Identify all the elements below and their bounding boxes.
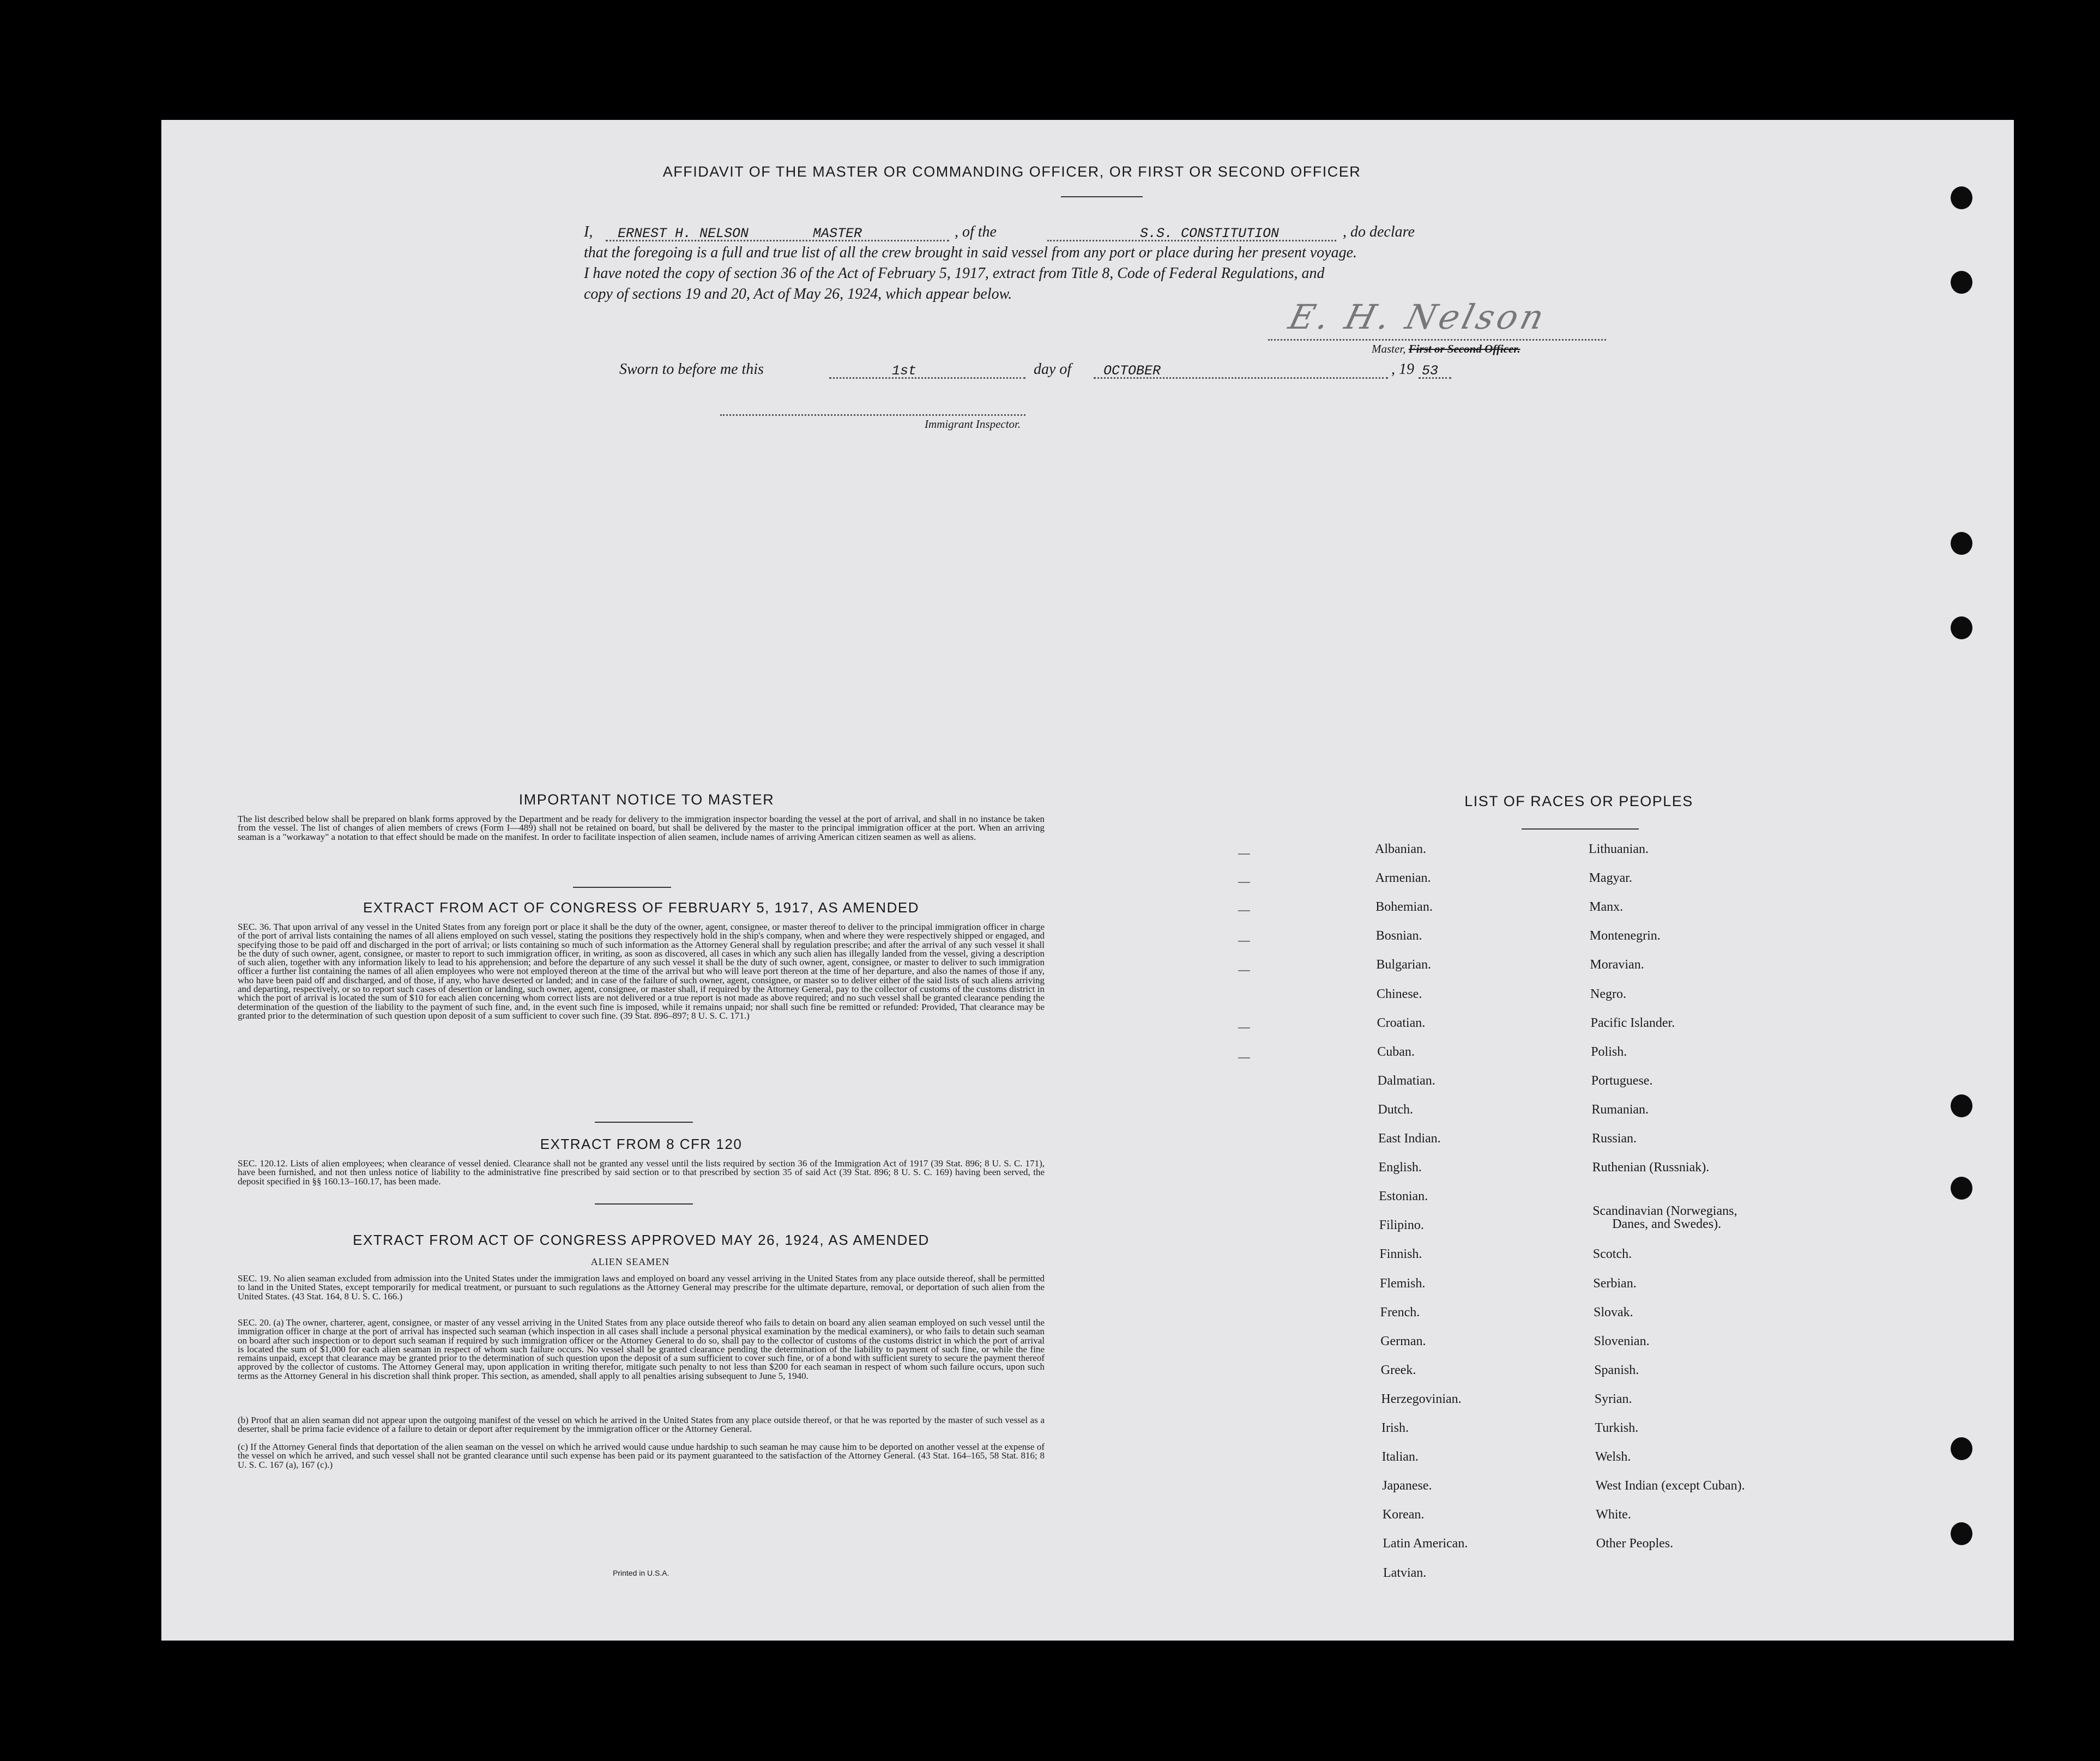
- master-name: ERNEST H. NELSON: [618, 226, 749, 241]
- cfr-title: EXTRACT FROM 8 CFR 120: [540, 1136, 743, 1152]
- race-item: Scotch.: [1592, 1247, 1632, 1262]
- declaration-line-1: [584, 223, 1783, 245]
- day-of-text: day of: [1034, 361, 1072, 378]
- race-item: German.: [1380, 1334, 1426, 1348]
- sworn-month: OCTOBER: [1103, 363, 1161, 379]
- sworn-year: 53: [1422, 363, 1439, 379]
- race-item: Portuguese.: [1591, 1073, 1653, 1088]
- race-item: West Indian (except Cuban).: [1595, 1479, 1745, 1493]
- race-item: Estonian.: [1379, 1189, 1428, 1204]
- declaration-line-2: that the foregoing is a full and true list of all the crew brought in said vessel from any port or place during her present voyage.: [584, 244, 1357, 261]
- race-item: Serbian.: [1593, 1276, 1637, 1291]
- race-item: Japanese.: [1382, 1479, 1432, 1493]
- binder-hole: [1951, 186, 1972, 209]
- notice-body: The list described below shall be prepared on blank forms approved by the Department and be ready for delivery to the immigration inspector boarding the vessel at the port of arrival, and shall in no instance be taken from the vessel. The list of changes of alien members of crews (Form I—489) shall not be retained on board, but shall be delivered by the master to the principal immigration officer at the port. When an arriving seaman is a "workaway" a notation to that effect should be made on the manifest. In order to facilitate inspection of alien seamen, include names of arriving American citizen seamen as well as aliens.: [238, 814, 1045, 842]
- declaration-i: I,: [584, 223, 593, 240]
- notice-title: IMPORTANT NOTICE TO MASTER: [518, 791, 775, 808]
- race-item: Greek.: [1380, 1363, 1416, 1377]
- binder-hole: [1951, 1522, 1972, 1545]
- divider: [573, 887, 671, 888]
- sec20c-text: (c) If the Attorney General finds that deportation of the alien seaman on the vessel on which he arrived would cause undue hardship to such seaman he may cause him to be deported on another vessel at the expense of the vessel on which he arrived, and such vessel shall not be granted clearance until such expense has been paid or its payment guaranteed to the satisfaction of the Attorney General. (43 Stat. 164–165, 58 Stat. 816; 8 U. S. C. 167 (a), 167 (c).): [238, 1442, 1045, 1470]
- race-item: Polish.: [1591, 1044, 1627, 1059]
- declaration-line-4: copy of sections 19 and 20, Act of May 26, 1924, which appear below.: [584, 286, 1012, 302]
- race-item: Italian.: [1381, 1450, 1419, 1465]
- race-item: Rumanian.: [1591, 1102, 1649, 1117]
- race-item: English.: [1378, 1160, 1422, 1175]
- race-item: White.: [1596, 1508, 1631, 1522]
- year-prefix: , 19: [1391, 361, 1414, 378]
- sec19-text: SEC. 19. No alien seaman excluded from admission into the United States under the immigration laws and employed on board any vessel arriving in the United States from any place outside thereof, shall be permitted to land in the United States, except temporarily for medical treatment, or pursuant to such regulations as the Attorney General may prescribe for the ultimate departure, removal, or deportation of such alien from the United States. (43 Stat. 164, 8 U. S. C. 166.): [238, 1273, 1045, 1302]
- race-item: Montenegrin.: [1589, 929, 1661, 943]
- declaration-line-3: I have noted the copy of section 36 of the Act of February 5, 1917, extract from Title 8, Code of Federal Regulations, and: [584, 265, 1325, 282]
- signer-title-master: Master,: [1372, 342, 1406, 355]
- race-item: Magyar.: [1589, 871, 1632, 886]
- extract-1924-title: EXTRACT FROM ACT OF CONGRESS APPROVED MAY 26, 1924, AS AMENDED: [353, 1232, 930, 1248]
- extract-1917-body: SEC. 36. That upon arrival of any vessel in the United States from any foreign port or place it shall be the duty of the owner, agent, consignee, or master thereof to deliver to the principal immigration officer in charge of the port of arrival lists containing the names of all aliens employed on such vessel, stating the positions they respectively hold in the ship's company, when and where they were respectively shipped or engaged, and specifying those to be paid off and discharged in the port of arrival; or lists containing so much of such information as the Attorney General shall by regulation prescribe; and after the arrival of any such vessel it shall be the duty of such owner, agent, consignee, or master to report to such immigration officer, in writing, as soon as discovered, all cases in which any such alien has illegally landed from the vessel, giving a description of such alien, together with any information likely to lead to his apprehension; and before the departure of any such vessel it shall be the duty of such owner, agent, consignee, or master to deliver to such immigration officer a further list containing the names of all alien employees who were not employed thereon at the time of the arrival but who will leave port thereon at the time of her departure, and also the names of those if any, who have been paid off and discharged, and of those, if any, who have deserted or landed; and in case of the failure of such owner, agent, consignee, or master so to deliver either of the said lists of such aliens arriving and departing, respectively, or so to report such cases of desertion or landing, such owner, agent, consignee, or master shall, if required by the Attorney General, pay to the collector of customs of the customs district in which the port of arrival is located the sum of $10 for each alien concerning whom correct lists are not delivered or a true report is not made as above required; and no such vessel shall be granted clearance pending the determination of the question of the liability to the payment of such fine, and, in the event such fine is imposed, while it remains unpaid; nor shall such fine be remitted or refunded: Provided, That clearance may be granted prior to the determination of such question upon deposit of a sum sufficient to cover such fine. (39 Stat. 896–897; 8 U. S. C. 171.): [238, 922, 1045, 1021]
- printed-in-usa: Printed in U.S.A.: [613, 1569, 669, 1577]
- signature: E. H. Nelson: [1284, 297, 1552, 337]
- document-sheet: [161, 120, 2014, 1641]
- race-item: Bulgarian.: [1376, 958, 1432, 972]
- race-item: Albanian.: [1375, 842, 1426, 856]
- race-item: Finnish.: [1379, 1247, 1422, 1262]
- race-item: Filipino.: [1379, 1218, 1424, 1233]
- race-item: Lithuanian.: [1589, 842, 1649, 856]
- binder-hole: [1951, 271, 1972, 294]
- race-item: Bosnian.: [1375, 929, 1422, 943]
- race-item: Scandinavian (Norwegians, Danes, and Swedes).: [1592, 1204, 1737, 1232]
- race-item: Latvian.: [1383, 1565, 1427, 1580]
- divider: [595, 1203, 693, 1205]
- sec20b-text: (b) Proof that an alien seaman did not appear upon the outgoing manifest of the vessel on which he arrived in the United States from any place outside thereof, or that he was reported by the master of such vessel as a deserter, shall be prima facie evidence of a failure to detain or deport after requirement by the immigration officer or the Attorney General.: [238, 1415, 1045, 1435]
- race-item: Herzegovinian.: [1381, 1391, 1462, 1406]
- race-item: Turkish.: [1595, 1421, 1639, 1435]
- signer-title-struck: First or Second Officer.: [1408, 342, 1520, 355]
- affidavit-title: AFFIDAVIT OF THE MASTER OR COMMANDING OFFICER, OR FIRST OR SECOND OFFICER: [662, 164, 1361, 180]
- binder-hole: [1951, 1094, 1972, 1117]
- race-item: Dalmatian.: [1377, 1073, 1435, 1088]
- race-item: Manx.: [1589, 900, 1624, 915]
- sec20a-text: SEC. 20. (a) The owner, charterer, agent, consignee, or master of any vessel arriving in the United States from any place outside thereof who fails to detain on board any alien seaman employed on such vessel until the immigration officer in charge at the port of arrival has inspected such seaman (which inspection in all cases shall include a personal physical examination by the medical examiners), or who fails to detain such seaman on board after such inspection or to deport such seaman if required by such immigration officer or the Attorney General to do so, shall pay to the collector of customs of the customs district in which the port of arrival is located the sum of $1,000 for each alien seaman in respect of whom such failure occurs. No vessel shall be granted clearance pending the determination of the liability to payment of such fine, or while the fine remains unpaid, except that clearance may be granted prior to the determination of such question upon the deposit of a sum sufficient to cover such fine, or of a bond with sufficient surety to secure the payment thereof approved by the collector of customs. The Attorney General may, upon application in writing therefor, mitigate such penalty to not less than $200 for each seaman in respect of whom such failure occurs, upon such terms as the Attorney General in his discretion shall think proper. This section, as amended, shall apply to all penalties arising subsequent to June 5, 1940.: [238, 1317, 1045, 1381]
- race-item: French.: [1380, 1305, 1420, 1320]
- binder-hole: [1951, 616, 1972, 639]
- binder-hole: [1951, 532, 1972, 555]
- race-item: Slovenian.: [1594, 1334, 1650, 1348]
- vessel-name: S.S. CONSTITUTION: [1140, 226, 1280, 241]
- cfr-body: SEC. 120.12. Lists of alien employees; when clearance of vessel denied. Clearance shall not be granted any vessel until the lists required by section 36 of the Immigration Act of 1917 (39 Stat. 896; 8 U. S. C. 171), have been furnished, and not then unless notice of liability to the administrative fine prescribed by said section or to that prescribed by section 35 of said Act (39 Stat. 896; 8 U. S. C. 169) having been served, the deposit specified in §§ 160.13–160.17, has been made.: [238, 1158, 1045, 1187]
- race-item: Croatian.: [1377, 1015, 1426, 1030]
- sworn-day: 1st: [892, 363, 917, 379]
- race-item: Bohemian.: [1375, 900, 1433, 915]
- race-item: Pacific Islander.: [1590, 1015, 1675, 1030]
- race-item: Armenian.: [1375, 871, 1431, 886]
- of-the-text: , of the: [955, 223, 997, 240]
- binder-hole: [1951, 1177, 1972, 1200]
- sworn-line: [619, 361, 1601, 383]
- extract-1924-subtitle: ALIEN SEAMEN: [590, 1256, 670, 1267]
- race-item: Syrian.: [1594, 1391, 1632, 1406]
- master-rank: MASTER: [813, 226, 862, 241]
- divider: [595, 1122, 693, 1123]
- race-item: Ruthenian (Russniak).: [1592, 1160, 1710, 1175]
- extract-1917-title: EXTRACT FROM ACT OF CONGRESS OF FEBRUARY 5, 1917, AS AMENDED: [363, 899, 919, 916]
- race-item: Moravian.: [1590, 958, 1644, 972]
- race-item: Spanish.: [1594, 1363, 1639, 1377]
- signer-title: [1372, 342, 1520, 356]
- do-declare-text: , do declare: [1343, 223, 1415, 240]
- inspector-label: Immigrant Inspector.: [925, 417, 1021, 431]
- race-item: Cuban.: [1377, 1044, 1415, 1059]
- race-item: Irish.: [1381, 1421, 1409, 1435]
- race-item: Korean.: [1382, 1508, 1425, 1522]
- race-item: Dutch.: [1378, 1102, 1414, 1117]
- race-item: Welsh.: [1595, 1450, 1631, 1465]
- sworn-text: Sworn to before me this: [619, 361, 764, 378]
- race-item: Flemish.: [1380, 1276, 1426, 1291]
- races-title: LIST OF RACES OR PEOPLES: [1464, 793, 1693, 809]
- race-item: Other Peoples.: [1596, 1536, 1674, 1551]
- binder-hole: [1951, 1437, 1972, 1460]
- race-item: Latin American.: [1383, 1536, 1468, 1551]
- divider: [1522, 828, 1639, 830]
- race-item: Chinese.: [1377, 987, 1422, 1001]
- race-item: Negro.: [1590, 987, 1626, 1001]
- race-item: East Indian.: [1378, 1131, 1441, 1146]
- divider: [1061, 196, 1143, 197]
- race-item: Russian.: [1592, 1131, 1637, 1146]
- race-item: Slovak.: [1594, 1305, 1633, 1320]
